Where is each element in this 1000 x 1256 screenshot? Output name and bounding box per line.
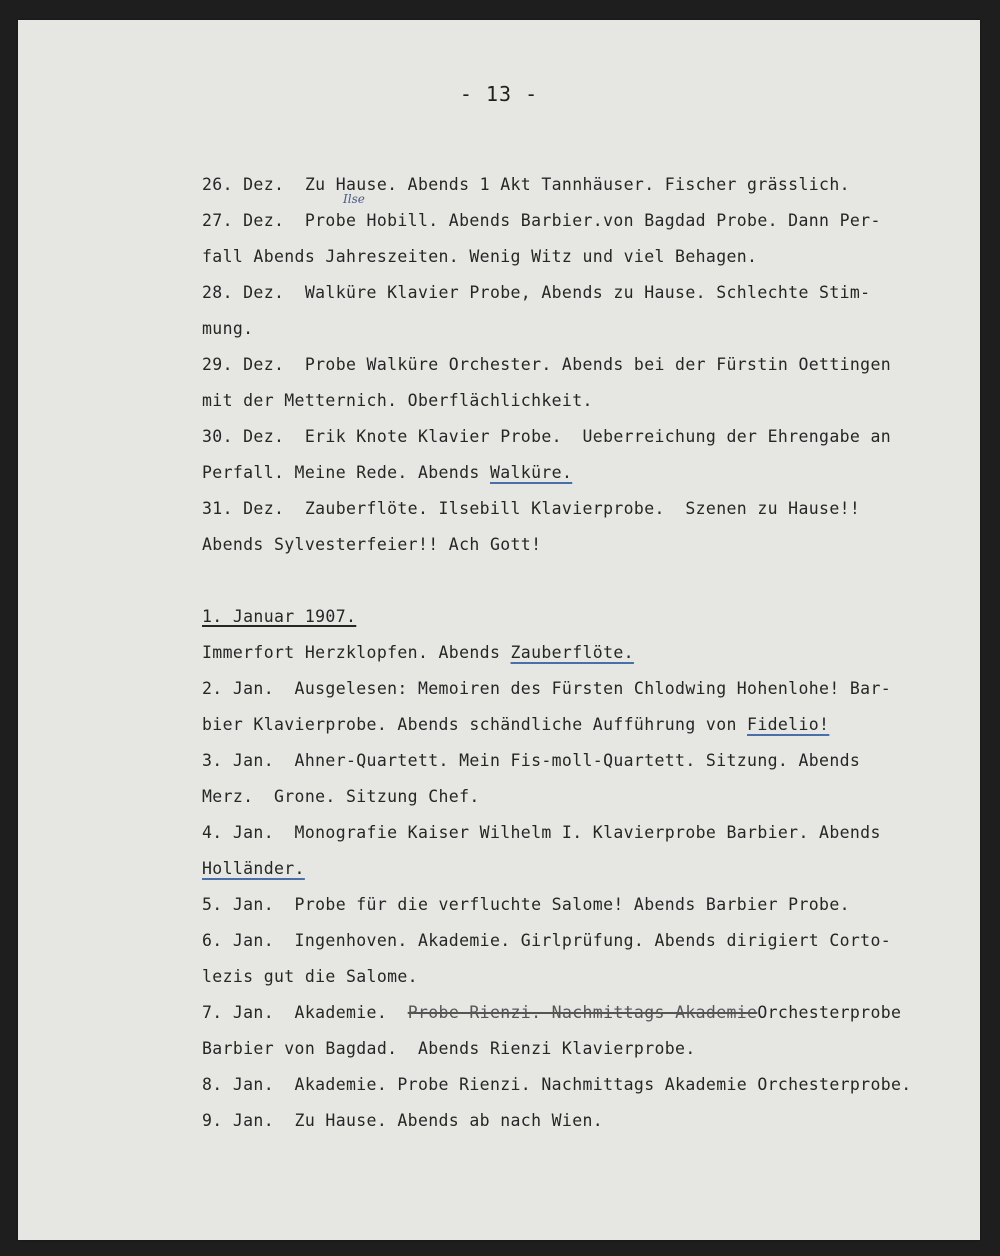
entry-line: bier Klavierprobe. Abends schändliche Aufführung von Fidelio! (202, 715, 830, 734)
entry-line: Abends Sylvesterfeier!! Ach Gott! (202, 535, 542, 554)
page-number: - 13 - (459, 82, 539, 106)
entry-line: Barbier von Bagdad. Abends Rienzi Klavierprobe. (202, 1039, 696, 1058)
entry-line: 30. Dez. Erik Knote Klavier Probe. Ueberreichung der Ehrengabe an (202, 427, 892, 446)
struck-out-text: Probe Rienzi. Nachmittags Akademie (407, 1003, 758, 1022)
entry-line: Immerfort Herzklopfen. Abends Zauberflöte. (202, 643, 634, 662)
entry-line: 4. Jan. Monografie Kaiser Wilhelm I. Klavierprobe Barbier. Abends (202, 823, 881, 842)
entry-line: 31. Dez. Zauberflöte. Ilsebill Klavierprobe. Szenen zu Hause!! (202, 499, 861, 518)
underlined-walkure: Walküre. (489, 463, 573, 482)
underlined-zauberflote: Zauberflöte. (510, 643, 634, 662)
document-page (18, 20, 980, 1240)
entry-line: fall Abends Jahreszeiten. Wenig Witz und viel Behagen. (202, 247, 758, 266)
entry-line: 9. Jan. Zu Hause. Abends ab nach Wien. (202, 1111, 604, 1130)
entry-line: 28. Dez. Walküre Klavier Probe, Abends zu Hause. Schlechte Stim- (202, 283, 871, 302)
entry-line: 3. Jan. Ahner-Quartett. Mein Fis-moll-Quartett. Sitzung. Abends (202, 751, 861, 770)
underlined-fidelio: Fidelio! (747, 715, 830, 734)
entry-line: 27. Dez. Probe Hobill. Abends Barbier.von Bagdad Probe. Dann Per- (202, 211, 881, 230)
entry-line: 29. Dez. Probe Walküre Orchester. Abends bei der Fürstin Oettingen (202, 355, 892, 374)
entry-line: 26. Dez. Zu Hause. Abends 1 Akt Tannhäuser. Fischer grässlich. (202, 175, 850, 194)
handwritten-annotation: Ilse (343, 192, 365, 206)
entry-line: Merz. Grone. Sitzung Chef. (202, 787, 480, 806)
entry-line: Perfall. Meine Rede. Abends Walküre. (202, 463, 573, 482)
entry-line: 6. Jan. Ingenhoven. Akademie. Girlprüfung. Abends dirigiert Corto- (202, 931, 892, 950)
entry-line: 7. Jan. Akademie. Probe Rienzi. Nachmittags AkademieOrchesterprobe (202, 1003, 902, 1022)
entry-line: 2. Jan. Ausgelesen: Memoiren des Fürsten Chlodwing Hohenlohe! Bar- (202, 679, 892, 698)
date-heading: 1. Januar 1907. (202, 607, 357, 626)
entry-line: 5. Jan. Probe für die verfluchte Salome! Abends Barbier Probe. (202, 895, 850, 914)
entry-line: 8. Jan. Akademie. Probe Rienzi. Nachmittags Akademie Orchesterprobe. (202, 1075, 912, 1094)
entry-line: mit der Metternich. Oberflächlichkeit. (202, 391, 593, 410)
entry-line: lezis gut die Salome. (202, 967, 418, 986)
underlined-hollander: Holländer. (202, 859, 305, 878)
entry-line: mung. (202, 319, 254, 338)
